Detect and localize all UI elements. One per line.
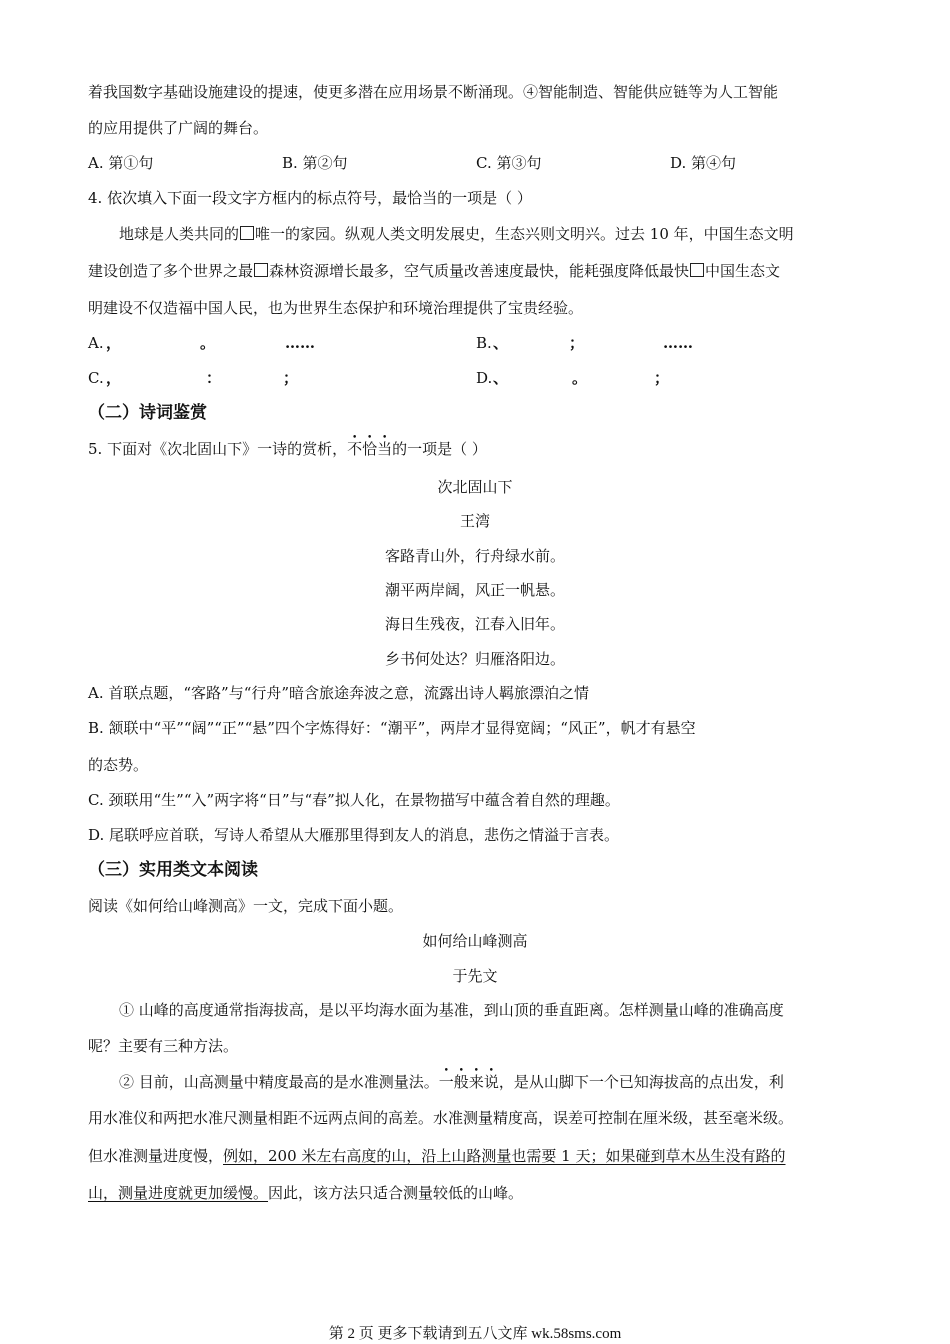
q4-text: 建设创造了多个世界之最	[88, 262, 254, 280]
q4-option-b-mark2: ；	[569, 334, 585, 352]
poem-author: 王湾	[459, 512, 490, 530]
q4-option-a-mark1: ，	[106, 334, 122, 352]
q4-stem: 4. 依次填入下面一段文字方框内的标点符号，最恰当的一项是（ ）	[88, 189, 532, 207]
q3-text-line: 着我国数字基础设施建设的提速，使更多潜在应用场景不断涌现。④智能制造、智能供应链等为人工智能	[88, 83, 779, 101]
article-title: 如何给山峰测高	[422, 932, 528, 950]
emphasis-char: 当	[377, 440, 393, 458]
article-paragraph-line	[88, 1183, 523, 1203]
blank-box	[240, 226, 254, 240]
article-paragraph-line	[88, 1146, 786, 1166]
poem-line: 客路青山外，行舟绿水前。	[384, 547, 565, 565]
q4-option-c-mark2: ：	[206, 369, 222, 387]
q3-option-b: B. 第②句	[282, 154, 348, 172]
article-paragraph-line: 用水准仪和两把水准尺测量相距不远两点间的高差。水准测量精度高，误差可控制在厘米级，甚至毫米级。	[88, 1109, 794, 1127]
section-heading-poetry: （二）诗词鉴赏	[88, 403, 207, 423]
q4-text: 中国生态文	[705, 262, 781, 280]
q3-option-c: C. 第③句	[476, 154, 542, 172]
q5-option-b: B. 颔联中“平”“阔”“正”“悬”四个字炼得好：“潮平”，两岸才显得宽阔；“风正”，帆才有悬空	[88, 719, 696, 737]
article-text: 因此，该方法只适合测量较低的山峰。	[268, 1184, 524, 1202]
q5-stem-text: 5. 下面对《次北固山下》一诗的赏析，	[88, 440, 348, 458]
poem-line: 潮平两岸阔，风正一帆悬。	[384, 581, 565, 599]
q5-option-b-cont: 的态势。	[88, 756, 149, 774]
q5-option-c: C. 颈联用“生”“入”两字将“日”与“春”拟人化，在景物描写中蕴含着自然的理趣。	[88, 791, 620, 809]
emphasis-char: 恰	[362, 440, 378, 458]
q4-option-a-label: A.	[88, 334, 104, 352]
q4-option-b-mark3: ……	[663, 334, 693, 352]
reading-intro: 阅读《如何给山峰测高》一文，完成下面小题。	[88, 897, 404, 915]
page-footer: 第 2 页 更多下载请到五八文库 wk.58sms.com	[328, 1326, 622, 1342]
emphasis-char: 一	[438, 1073, 454, 1091]
poem-title: 次北固山下	[437, 478, 513, 496]
emphasis-char: 不	[347, 440, 363, 458]
q4-text: 地球是人类共同的	[119, 225, 240, 243]
q4-option-c-mark1: ，	[106, 369, 122, 387]
blank-box	[690, 263, 704, 277]
q5-option-a: A. 首联点题，“客路”与“行舟”暗含旅途奔波之意，流露出诗人羁旅漂泊之情	[88, 684, 590, 702]
article-paragraph-line: 呢？主要有三种方法。	[88, 1037, 239, 1055]
emphasis-char: 来	[468, 1073, 484, 1091]
q4-option-d-mark3: ；	[654, 369, 670, 387]
emphasis-char: 般	[453, 1073, 469, 1091]
q4-option-b-mark1: 、	[493, 334, 509, 352]
article-paragraph-line	[119, 1072, 784, 1092]
q3-text-line: 的应用提供了广阔的舞台。	[88, 119, 269, 137]
q4-option-c-label: C.	[88, 369, 104, 387]
q4-passage-line	[88, 261, 780, 281]
q4-passage-line	[119, 224, 794, 244]
q4-text: 森林资源增长最多，空气质量改善速度最快，能耗强度降低最快	[269, 262, 690, 280]
q5-stem-text: 的一项是（ ）	[392, 440, 487, 458]
q4-text: 唯一的家园。纵观人类文明发展史，生态兴则文明兴。过去 10 年，中国生态文明	[255, 225, 794, 243]
q4-option-d-mark2: 。	[572, 369, 588, 387]
article-emphasis-text	[439, 1073, 499, 1091]
underlined-text: 山，测量进度就更加缓慢。	[88, 1184, 269, 1202]
poem-line: 乡书何处达？归雁洛阳边。	[384, 650, 565, 668]
q4-option-a-mark2: 。	[200, 334, 216, 352]
section-heading-reading: （三）实用类文本阅读	[88, 860, 258, 880]
q5-stem	[88, 439, 487, 459]
blank-box	[254, 263, 268, 277]
q3-option-d: D. 第④句	[670, 154, 737, 172]
poem-line: 海日生残夜，江春入旧年。	[384, 615, 565, 633]
q4-option-d-mark1: 、	[493, 369, 509, 387]
q5-emphasis-text	[347, 440, 392, 458]
q4-option-a-mark3: ……	[285, 334, 315, 352]
article-paragraph-line: ① 山峰的高度通常指海拔高，是以平均海水面为基准，到山顶的垂直距离。怎样测量山峰的准确高度	[119, 1001, 784, 1019]
article-text: ② 目前，山高测量中精度最高的是水准测量法。	[119, 1073, 439, 1091]
q4-passage-line: 明建设不仅造福中国人民，也为世界生态保护和环境治理提供了宝贵经验。	[88, 299, 584, 317]
q5-option-d: D. 尾联呼应首联，写诗人希望从大雁那里得到友人的消息，悲伤之情溢于言表。	[88, 826, 620, 844]
article-text: 但水准测量进度慢，	[88, 1147, 224, 1165]
q4-option-b-label: B.	[476, 334, 492, 352]
q3-option-a: A. 第①句	[88, 154, 154, 172]
q4-option-d-label: D.	[476, 369, 493, 387]
article-author: 于先文	[452, 967, 498, 985]
q4-option-c-mark3: ；	[283, 369, 299, 387]
article-text: ，是从山脚下一个已知海拔高的点出发，利	[498, 1073, 784, 1091]
emphasis-char: 说	[483, 1073, 499, 1091]
underlined-text: 例如，200 米左右高度的山，沿上山路测量也需要 1 天；如果碰到草木丛生没有路的	[223, 1147, 786, 1165]
